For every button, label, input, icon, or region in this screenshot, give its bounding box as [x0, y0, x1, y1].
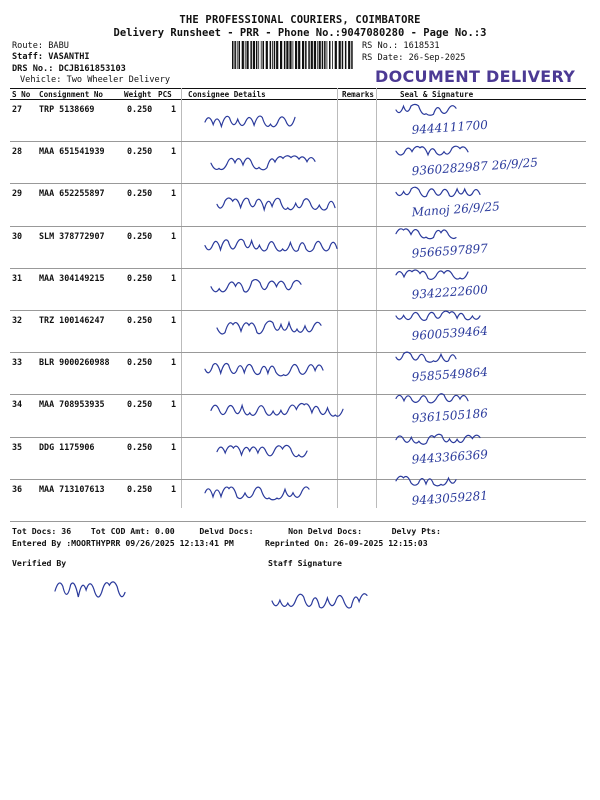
handwritten-signature	[217, 445, 307, 457]
handwritten-signature	[396, 270, 468, 279]
seal-phone-number: 9444111700	[411, 117, 489, 137]
total-cod: Tot COD Amt: 0.00	[90, 526, 175, 536]
drs-label: DRS No.: DCJB161853103	[12, 64, 126, 74]
handwritten-signature	[217, 198, 335, 210]
row-consignment-no: TRZ 100146247	[39, 314, 105, 325]
rs-number: RS No.: 1618531	[362, 41, 440, 51]
handwritten-signature	[211, 404, 343, 417]
row-consignment-no: SLM 378772907	[39, 230, 105, 241]
row-sno: 31	[12, 272, 23, 283]
handwritten-signature	[205, 239, 337, 251]
row-consignment-no: MAA 713107613	[39, 483, 105, 494]
row-consignment-no: MAA 708953935	[39, 399, 105, 410]
row-sno: 34	[12, 399, 23, 410]
row-pcs: 1	[171, 357, 177, 368]
handwritten-signature	[396, 229, 456, 239]
seal-phone-number: 9566597897	[411, 241, 489, 261]
col-header-weight: Weight	[124, 90, 152, 99]
non-delivered-docs: Non Delvd Docs:	[288, 526, 363, 536]
seal-phone-number: 9600539464	[411, 323, 489, 343]
row-pcs: 1	[171, 314, 177, 325]
seal-phone-number: 9443059281	[411, 488, 489, 508]
row-pcs: 1	[171, 399, 177, 410]
row-weight: 0.250	[127, 483, 153, 494]
handwritten-signature	[396, 311, 480, 320]
staff-signature-label: Staff Signature	[268, 558, 342, 568]
row-pcs: 1	[171, 483, 177, 494]
rs-date: RS Date: 26-Sep-2025	[362, 53, 466, 63]
col-header-remarks: Remarks	[342, 90, 375, 99]
handwritten-signature	[396, 146, 468, 155]
row-sno: 28	[12, 146, 23, 157]
company-title: THE PROFESSIONAL COURIERS, COIMBATORE	[179, 14, 421, 26]
handwritten-signature	[396, 434, 480, 444]
totals-line	[12, 526, 441, 536]
row-weight: 0.250	[127, 399, 153, 410]
handwritten-signature	[396, 352, 456, 362]
row-pcs: 1	[171, 230, 177, 241]
row-weight: 0.250	[127, 441, 153, 452]
seal-phone-number: 9361505186	[411, 406, 489, 426]
handwritten-signature	[211, 280, 301, 292]
seal-phone-number: 9342222600	[411, 282, 489, 302]
staff-label: Staff: VASANTHI	[12, 52, 90, 62]
seal-phone-number: Manoj 26/9/25	[411, 199, 501, 220]
row-sno: 30	[12, 230, 23, 241]
seal-phone-number: 9443366369	[411, 447, 489, 467]
verified-by-label: Verified By	[12, 558, 67, 568]
handwritten-signature	[55, 582, 125, 597]
delivery-points: Delvy Pts:	[391, 526, 441, 536]
handwritten-signature	[211, 156, 315, 170]
row-sno: 29	[12, 188, 23, 199]
row-sno: 33	[12, 357, 23, 368]
handwritten-signature	[205, 487, 309, 500]
col-header-consignee: Consignee Details	[188, 90, 266, 99]
handwritten-signature	[205, 363, 323, 375]
row-consignment-no: MAA 304149215	[39, 272, 105, 283]
row-weight: 0.250	[127, 314, 153, 325]
handwritten-signature	[272, 594, 367, 608]
row-pcs: 1	[171, 272, 177, 283]
col-header-consignment: Consignment No	[39, 90, 104, 99]
row-consignment-no: TRP 5138669	[39, 104, 95, 114]
handwritten-signature	[396, 104, 456, 115]
row-sno: 35	[12, 441, 23, 452]
row-weight: 0.250	[127, 104, 153, 114]
row-sno: 32	[12, 314, 23, 325]
row-pcs: 1	[171, 104, 177, 114]
row-consignment-no: DDG 1175906	[39, 441, 95, 452]
seal-phone-number: 9360282987 26/9/25	[411, 155, 539, 179]
row-pcs: 1	[171, 188, 177, 199]
row-pcs: 1	[171, 441, 177, 452]
handwritten-signature	[205, 116, 295, 127]
row-consignment-no: MAA 652255897	[39, 188, 105, 199]
delivered-docs: Delvd Docs:	[199, 526, 254, 536]
col-header-sno: S No	[12, 90, 31, 99]
seal-phone-number: 9585549864	[411, 364, 489, 385]
row-consignment-no: MAA 651541939	[39, 146, 105, 157]
entered-by: Entered By :MOORTHYPRR 09/26/2025 12:13:41 PM	[12, 538, 234, 548]
col-header-seal: Seal & Signature	[400, 90, 474, 99]
reprinted-on: Reprinted On: 26-09-2025 12:15:03	[265, 538, 428, 548]
row-pcs: 1	[171, 146, 177, 157]
handwritten-signature	[396, 187, 480, 197]
runsheet-title: Delivery Runsheet - PRR - Phone No.:9047080280 - Page No.:3	[113, 27, 487, 39]
row-sno: 27	[12, 104, 23, 114]
row-sno: 36	[12, 483, 23, 494]
row-weight: 0.250	[127, 146, 153, 157]
route-label: Route: BABU	[12, 41, 69, 51]
col-header-pcs: PCS	[158, 90, 172, 99]
document-delivery-stamp: DOCUMENT DELIVERY	[375, 67, 576, 86]
handwritten-signature	[217, 321, 321, 334]
row-weight: 0.250	[127, 230, 153, 241]
handwritten-signature	[396, 394, 468, 403]
row-weight: 0.250	[127, 188, 153, 199]
total-docs: Tot Docs: 36	[12, 526, 72, 536]
vehicle-label: Vehicle: Two Wheeler Delivery	[20, 75, 171, 85]
handwritten-signature	[396, 476, 456, 486]
row-weight: 0.250	[127, 357, 153, 368]
row-weight: 0.250	[127, 272, 153, 283]
row-consignment-no: BLR 9000260988	[39, 357, 110, 368]
